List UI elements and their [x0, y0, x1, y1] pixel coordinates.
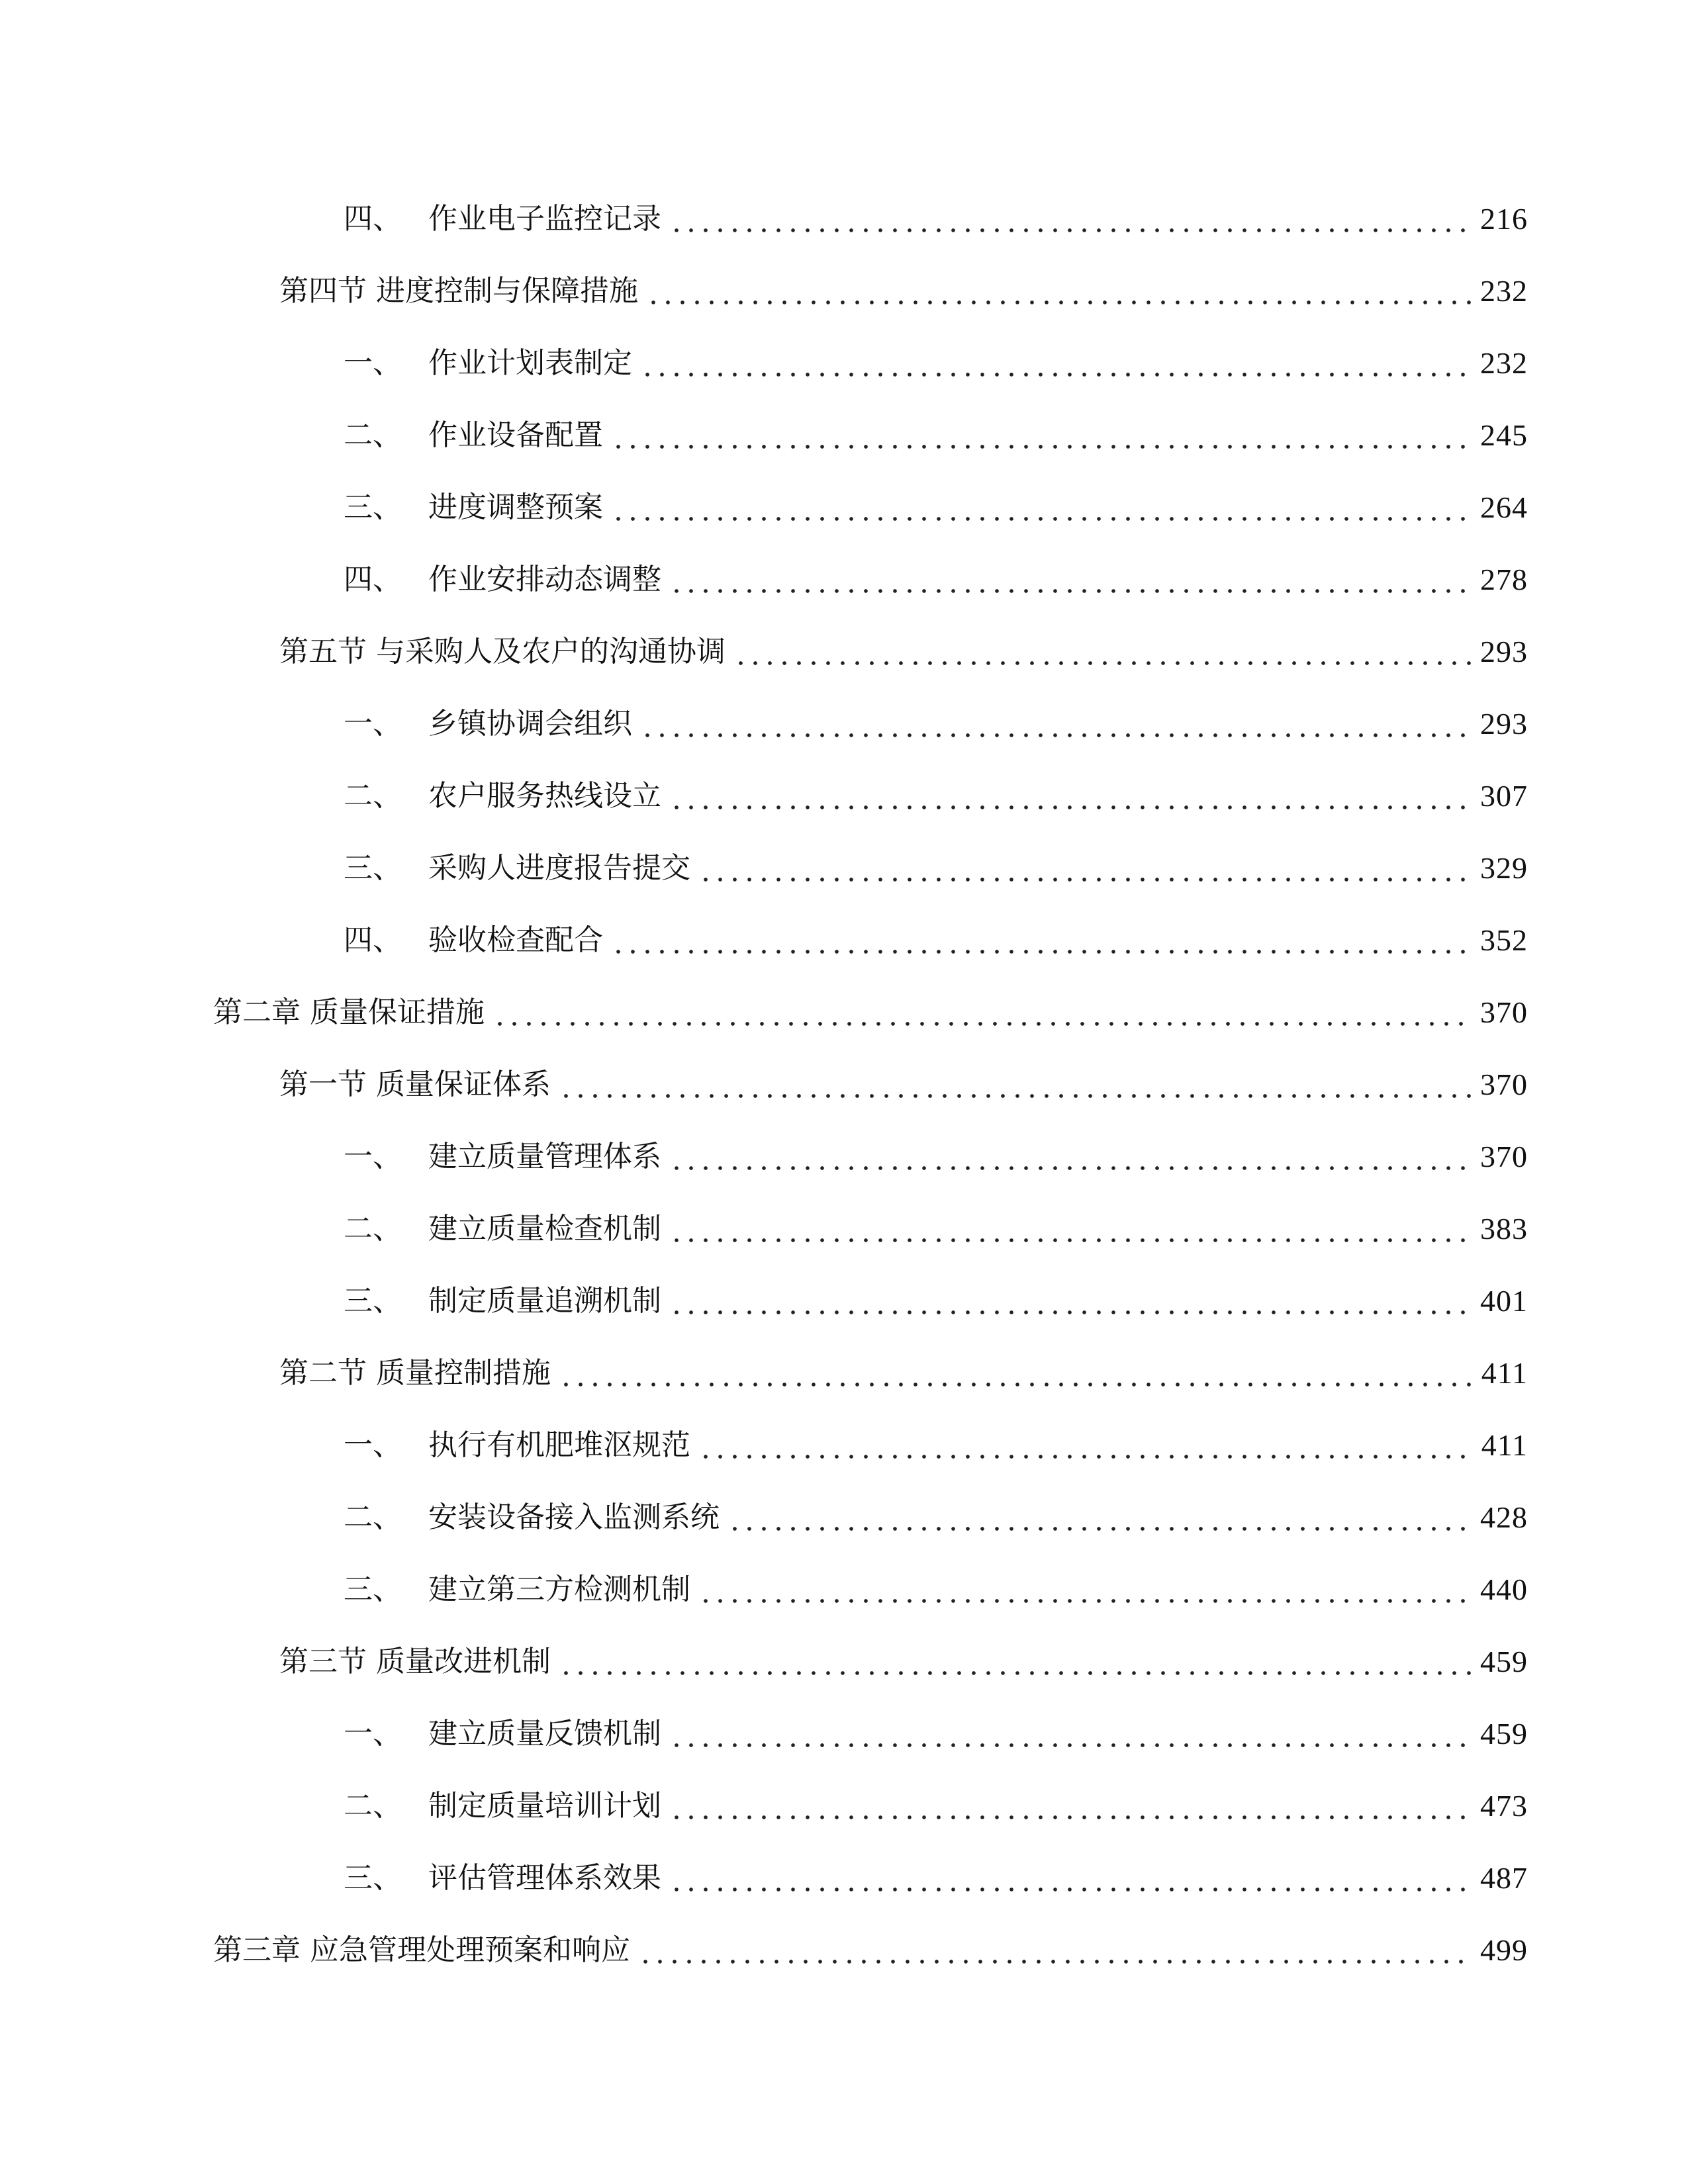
toc-entry-title: 第二节 质量控制措施 — [279, 1356, 551, 1390]
toc-entry-text: 制定质量培训计划 — [428, 1789, 661, 1823]
toc-entry-title — [344, 340, 640, 387]
toc-entry-text: 安装设备接入监测系统 — [428, 1500, 720, 1534]
toc-entry-number: 四、 — [344, 923, 402, 957]
toc-row[interactable] — [344, 1422, 1528, 1469]
toc-entry-title — [344, 557, 669, 603]
toc-entry-text: 作业安排动态调整 — [428, 563, 661, 596]
toc-entry-title: 第一节 质量保证体系 — [279, 1068, 551, 1101]
toc-entry-number: 三、 — [344, 851, 402, 885]
toc-row[interactable] — [344, 773, 1528, 819]
dot-leader — [733, 660, 1474, 666]
toc-entry-title — [344, 701, 640, 747]
toc-entry-title — [344, 845, 698, 891]
dot-leader — [698, 1598, 1474, 1604]
toc-entry-text: 建立质量检查机制 — [428, 1212, 661, 1246]
toc-entry-title — [344, 412, 611, 459]
dot-leader — [559, 1670, 1474, 1676]
toc-entry-title — [344, 1567, 698, 1613]
toc-entry-text: 作业计划表制定 — [428, 346, 632, 380]
toc-entry-title — [344, 1494, 727, 1541]
toc-row[interactable] — [344, 340, 1528, 387]
toc-entry-title: 第三章 应急管理处理预案和响应 — [213, 1933, 630, 1967]
toc-entry-number: 三、 — [344, 1572, 402, 1606]
toc-entry-text: 建立质量反馈机制 — [428, 1717, 661, 1751]
toc-entry-title — [344, 1278, 669, 1324]
dot-leader — [669, 588, 1474, 594]
toc-page-number: 293 — [1480, 635, 1528, 668]
toc-entry-number: 三、 — [344, 1284, 402, 1318]
toc-entry-number: 一、 — [344, 346, 402, 380]
toc-entry-text: 进度调整预案 — [428, 490, 603, 524]
toc-entry-number: 三、 — [344, 490, 402, 524]
toc-row[interactable] — [344, 917, 1528, 964]
toc-entry-title — [344, 1711, 669, 1757]
dot-leader — [559, 1093, 1474, 1099]
toc-entry-text: 验收检查配合 — [428, 923, 603, 957]
toc-page-number: 370 — [1480, 995, 1528, 1029]
toc-entry-text: 制定质量追溯机制 — [428, 1284, 661, 1318]
dot-leader — [640, 733, 1474, 738]
toc-page-number: 487 — [1480, 1861, 1528, 1895]
toc-page-number: 411 — [1481, 1428, 1528, 1462]
toc-page-number: 264 — [1480, 490, 1528, 524]
toc-row[interactable] — [344, 1278, 1528, 1324]
toc-page-number: 245 — [1480, 418, 1528, 452]
dot-leader — [611, 444, 1474, 449]
toc-entry-text: 评估管理体系效果 — [428, 1861, 661, 1895]
dot-leader — [669, 1887, 1474, 1892]
toc-row[interactable] — [344, 1855, 1528, 1901]
toc-row[interactable] — [279, 1062, 1528, 1108]
toc-row[interactable] — [279, 629, 1528, 675]
toc-entry-number: 一、 — [344, 1428, 402, 1462]
toc-entry-text: 采购人进度报告提交 — [428, 851, 690, 885]
toc-entry-title — [344, 1206, 669, 1252]
dot-leader — [492, 1021, 1474, 1026]
toc-row[interactable] — [344, 1134, 1528, 1180]
toc-page-number: 232 — [1480, 274, 1528, 308]
toc-row[interactable] — [213, 989, 1528, 1036]
toc-page-number: 499 — [1480, 1933, 1528, 1967]
toc-page-number: 293 — [1480, 707, 1528, 741]
toc-entry-number: 四、 — [344, 563, 402, 596]
toc-page-number: 428 — [1480, 1500, 1528, 1534]
toc-row[interactable] — [344, 701, 1528, 747]
toc-entry-title — [344, 917, 611, 964]
toc-page-number: 307 — [1480, 779, 1528, 813]
toc-entry-number: 一、 — [344, 1717, 402, 1751]
toc-page-number: 459 — [1480, 1717, 1528, 1751]
toc-row[interactable] — [344, 1494, 1528, 1541]
dot-leader — [669, 1815, 1474, 1820]
toc-page-number: 232 — [1480, 346, 1528, 380]
toc-entry-text: 农户服务热线设立 — [428, 779, 661, 813]
dot-leader — [727, 1526, 1474, 1531]
toc-page-number: 401 — [1480, 1284, 1528, 1318]
toc-row[interactable] — [344, 412, 1528, 459]
toc-page-number: 370 — [1480, 1068, 1528, 1101]
dot-leader — [698, 877, 1474, 882]
toc-page-number: 383 — [1480, 1212, 1528, 1246]
toc-page-number: 329 — [1480, 851, 1528, 885]
toc-entry-text: 执行有机肥堆沤规范 — [428, 1428, 690, 1462]
toc-page-number: 459 — [1480, 1645, 1528, 1678]
toc-entry-title — [344, 484, 611, 531]
toc-entry-number: 二、 — [344, 418, 402, 452]
dot-leader — [611, 516, 1474, 522]
toc-entry-text: 作业电子监控记录 — [428, 202, 661, 236]
toc-entry-title — [344, 1134, 669, 1180]
toc-entry-title — [344, 1422, 698, 1469]
toc-entry-number: 四、 — [344, 202, 402, 236]
toc-row[interactable] — [344, 1206, 1528, 1252]
toc-page-number: 278 — [1480, 563, 1528, 596]
toc-row[interactable] — [344, 1567, 1528, 1613]
toc-row[interactable] — [344, 1783, 1528, 1829]
toc-page-number: 473 — [1480, 1789, 1528, 1823]
toc-entry-text: 乡镇协调会组织 — [428, 707, 632, 741]
toc-entry-title: 第二章 质量保证措施 — [213, 995, 485, 1029]
dot-leader — [646, 300, 1474, 305]
toc-row[interactable] — [344, 484, 1528, 531]
toc-row[interactable] — [279, 1639, 1528, 1685]
toc-row[interactable] — [344, 845, 1528, 891]
toc-entry-title: 第五节 与采购人及农户的沟通协调 — [279, 635, 726, 668]
toc-entry-text: 作业设备配置 — [428, 418, 603, 452]
toc-entry-title: 第四节 进度控制与保障措施 — [279, 274, 638, 308]
toc-row[interactable] — [344, 196, 1528, 242]
dot-leader — [611, 949, 1474, 954]
toc-entry-number: 一、 — [344, 707, 402, 741]
toc-entry-text: 建立第三方检测机制 — [428, 1572, 690, 1606]
toc-row[interactable] — [344, 557, 1528, 603]
dot-leader — [669, 1165, 1474, 1171]
toc-entry-number: 二、 — [344, 1500, 402, 1534]
toc-entry-number: 二、 — [344, 1212, 402, 1246]
dot-leader — [669, 1238, 1474, 1243]
toc-entry-title — [344, 1783, 669, 1829]
toc-entry-title — [344, 196, 669, 242]
toc-page-number: 411 — [1481, 1356, 1528, 1390]
dot-leader — [640, 372, 1474, 377]
toc-page-number: 370 — [1480, 1140, 1528, 1173]
toc-row[interactable] — [279, 268, 1528, 314]
dot-leader — [669, 228, 1474, 233]
toc-entry-title: 第三节 质量改进机制 — [279, 1645, 551, 1678]
toc-page-number: 440 — [1480, 1572, 1528, 1606]
toc-entry-number: 三、 — [344, 1861, 402, 1895]
toc-entry-number: 一、 — [344, 1140, 402, 1173]
toc-page-number: 216 — [1480, 202, 1528, 236]
toc-row[interactable] — [213, 1927, 1528, 1974]
dot-leader — [669, 805, 1474, 810]
toc-entry-number: 二、 — [344, 779, 402, 813]
dot-leader — [669, 1310, 1474, 1315]
toc-page-number: 352 — [1480, 923, 1528, 957]
toc-row[interactable] — [344, 1711, 1528, 1757]
toc-entry-title — [344, 773, 669, 819]
dot-leader — [559, 1382, 1475, 1387]
toc-row[interactable] — [279, 1350, 1528, 1396]
toc-entry-text: 建立质量管理体系 — [428, 1140, 661, 1173]
toc-entry-number: 二、 — [344, 1789, 402, 1823]
dot-leader — [698, 1454, 1475, 1459]
dot-leader — [638, 1959, 1474, 1964]
dot-leader — [669, 1743, 1474, 1748]
toc-entry-title — [344, 1855, 669, 1901]
